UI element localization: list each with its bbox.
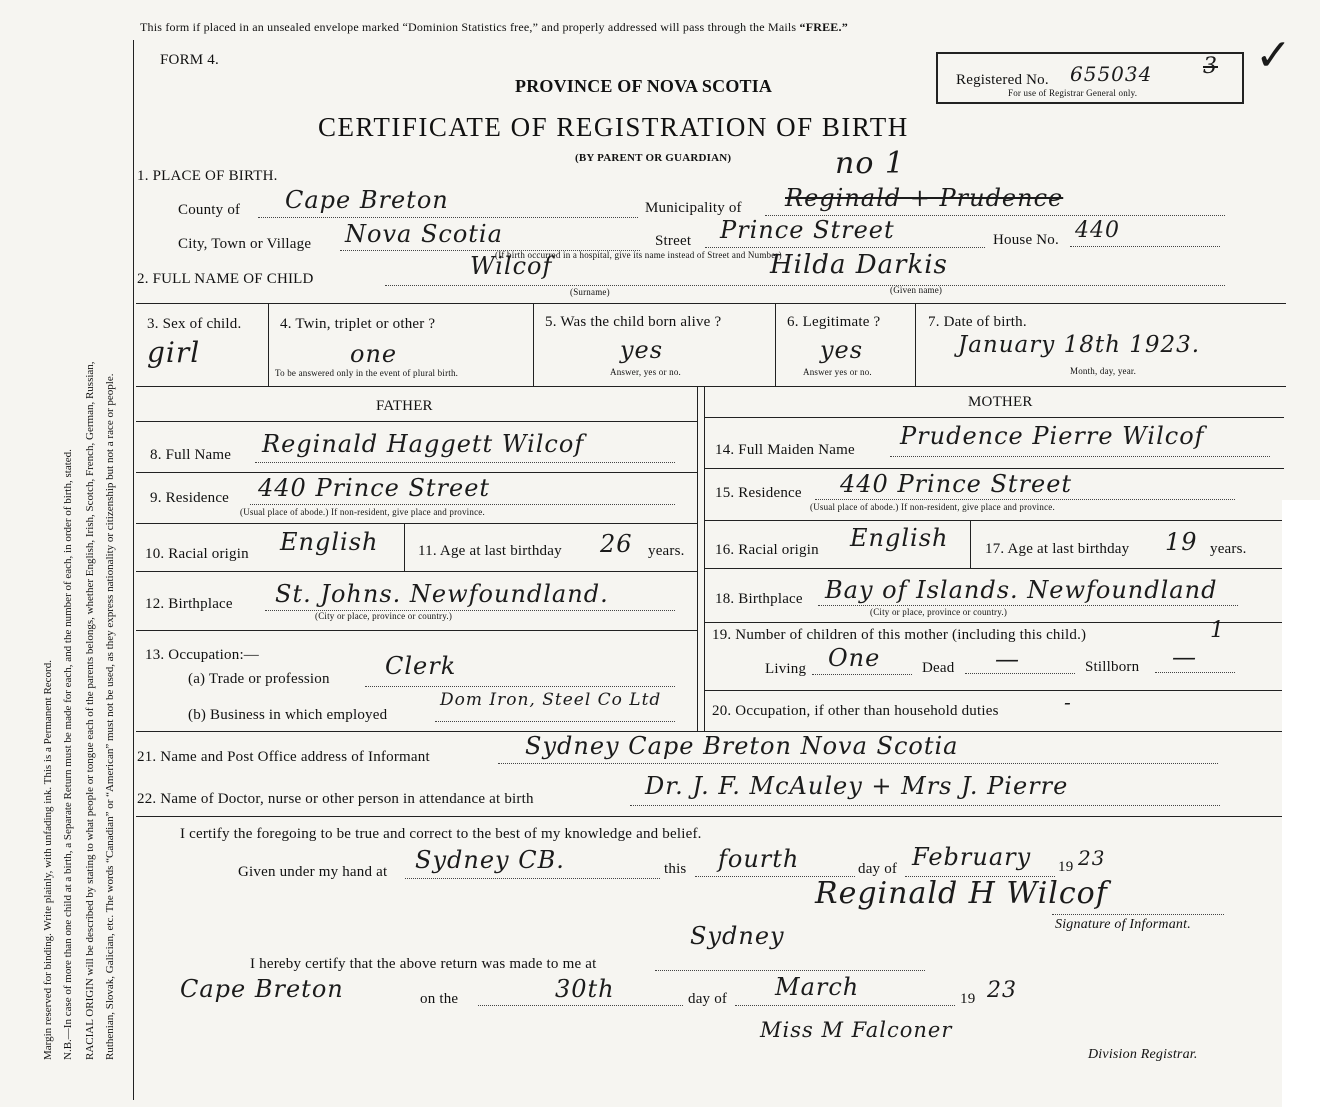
mother-name-value: Prudence Pierre Wilcof xyxy=(900,422,1205,450)
living-value: One xyxy=(828,644,881,672)
registrar-signature: Miss M Falconer xyxy=(760,1018,953,1042)
doctor-label: 22. Name of Doctor, nurse or other person in attendance at birth xyxy=(137,791,534,807)
father-name-label: 8. Full Name xyxy=(150,447,232,463)
father-birthplace-label: 12. Birthplace xyxy=(145,596,233,612)
stillborn-value: — xyxy=(1172,643,1197,671)
cert-year-value: 23 xyxy=(1078,846,1106,870)
margin-rule xyxy=(133,40,134,1100)
father-birthplace-note: (City or place, province or country.) xyxy=(315,611,453,621)
form-number: FORM 4. xyxy=(160,52,219,68)
twin-value: one xyxy=(350,340,398,368)
margin-note-racial-origin-cont: Ruthenian, Slovak, Galician, etc. The words “Canadian” or “American” must not be used, as they express nationality or citizenship but not a race or people. xyxy=(104,373,116,1060)
registrar-statement: I hereby certify that the above return was made to me at xyxy=(250,956,597,972)
postal-note: This form if placed in an unsealed envelope marked “Dominion Statistics free,” and properly addressed will pass through the Mails “FREE.” xyxy=(140,20,848,34)
this-label: this xyxy=(664,861,687,877)
father-age-label: 11. Age at last birthday xyxy=(418,543,562,559)
certificate-title: CERTIFICATE OF REGISTRATION OF BIRTH xyxy=(318,112,909,142)
informant-signature: Reginald H Wilcof xyxy=(815,876,1108,911)
given-name-caption: (Given name) xyxy=(890,285,943,295)
legitimate-value: yes xyxy=(820,336,864,364)
child-name-line xyxy=(385,285,1225,286)
father-trade-value: Clerk xyxy=(385,652,457,680)
margin-note-binding: Margin reserved for binding. Write plainly, with unfading ink. This is a Permanent Record. xyxy=(42,660,54,1060)
father-age-unit: years. xyxy=(648,543,685,559)
mother-residence-value: 440 Prince Street xyxy=(840,470,1073,498)
sex-value: girl xyxy=(147,336,201,369)
city-label: City, Town or Village xyxy=(178,236,312,252)
registered-number: 655034 xyxy=(1070,62,1153,86)
dob-label: 7. Date of birth. xyxy=(928,314,1027,330)
given-under-label: Given under my hand at xyxy=(238,864,388,880)
mother-birthplace-value: Bay of Islands. Newfoundland xyxy=(825,576,1218,604)
twin-label: 4. Twin, triplet or other ? xyxy=(280,316,436,332)
father-racial-value: English xyxy=(280,528,379,556)
father-residence-note: (Usual place of abode.) If non-resident, give place and province. xyxy=(240,507,485,517)
mother-age-unit: years. xyxy=(1210,541,1247,557)
surname-caption: (Surname) xyxy=(570,287,610,297)
margin-note-nb: N.B.—In case of more than one child at a birth, a Separate Return must be made for each, and the number of each, in order of birth, stated. xyxy=(62,449,74,1060)
father-business-label: (b) Business in which employed xyxy=(188,707,388,723)
sex-label: 3. Sex of child. xyxy=(147,316,242,332)
mother-birthplace-note: (City or place, province or country.) xyxy=(870,607,1008,617)
father-residence-label: 9. Residence xyxy=(150,490,230,506)
registrar-month-value: March xyxy=(775,973,860,1001)
father-age-value: 26 xyxy=(600,530,633,558)
child-name-heading: 2. FULL NAME OF CHILD xyxy=(137,271,314,287)
child-surname: Wilcof xyxy=(470,252,553,280)
dead-value: — xyxy=(995,645,1020,673)
on-the-label: on the xyxy=(420,991,459,1007)
municipality-label: Municipality of xyxy=(645,200,742,216)
cert-month-value: February xyxy=(912,843,1032,871)
certificate-subtitle: (BY PARENT OR GUARDIAN) xyxy=(575,152,732,164)
father-business-value: Dom Iron, Steel Co Ltd xyxy=(440,690,662,710)
house-value: 440 xyxy=(1075,218,1120,243)
father-birthplace-value: St. Johns. Newfoundland. xyxy=(275,580,609,608)
registrar-day-of-label: day of xyxy=(688,991,728,1007)
informant-value: Sydney Cape Breton Nova Scotia xyxy=(525,732,959,760)
father-occupation-label: 13. Occupation:— xyxy=(145,647,260,663)
mother-age-label: 17. Age at last birthday xyxy=(985,541,1130,557)
father-heading: FATHER xyxy=(376,398,433,414)
dead-label: Dead xyxy=(922,660,955,676)
father-trade-label: (a) Trade or profession xyxy=(188,671,330,687)
cert-year-prefix: 19 xyxy=(1058,859,1074,875)
city-value: Nova Scotia xyxy=(345,220,503,248)
mother-birthplace-label: 18. Birthplace xyxy=(715,591,803,607)
mother-children-label: 19. Number of children of this mother (including this child.) xyxy=(712,627,1087,643)
dob-note: Month, day, year. xyxy=(1070,366,1137,376)
mother-racial-label: 16. Racial origin xyxy=(715,542,819,558)
legitimate-label: 6. Legitimate ? xyxy=(787,314,881,330)
father-name-value: Reginald Haggett Wilcof xyxy=(262,430,585,458)
registrar-note: For use of Registrar General only. xyxy=(1008,88,1138,98)
alive-note: Answer, yes or no. xyxy=(610,367,681,377)
certification-statement: I certify the foregoing to be true and correct to the best of my knowledge and belief. xyxy=(180,826,702,842)
informant-label: 21. Name and Post Office address of Informant xyxy=(137,749,430,765)
registered-box xyxy=(936,52,1244,104)
mother-age-value: 19 xyxy=(1165,528,1198,556)
municipality-value: Reginald + Prudence xyxy=(785,184,1064,212)
twin-note: To be answered only in the event of plural birth. xyxy=(275,368,459,378)
municipality-note: no 1 xyxy=(835,146,906,181)
place-heading: 1. PLACE OF BIRTH. xyxy=(137,168,278,184)
column-divider xyxy=(697,386,698,731)
mother-racial-value: English xyxy=(850,524,949,552)
margin-note-racial-origin: RACIAL ORIGIN will be described by stating to what people or tongue each of the parents belongs, whether English, Irish, Scotch, French, German, Russian, xyxy=(84,361,96,1060)
alive-label: 5. Was the child born alive ? xyxy=(545,314,722,330)
registrar-county-value: Cape Breton xyxy=(180,975,344,1003)
division-registrar-label: Division Registrar. xyxy=(1088,1047,1198,1062)
given-place-value: Sydney CB. xyxy=(415,846,565,874)
father-racial-label: 10. Racial origin xyxy=(145,546,249,562)
mother-heading: MOTHER xyxy=(968,394,1033,410)
province-title: PROVINCE OF NOVA SCOTIA xyxy=(515,76,773,96)
county-line xyxy=(258,217,638,218)
street-label: Street xyxy=(655,233,692,249)
mother-occupation-value: - xyxy=(1064,690,1072,714)
row3-top-rule xyxy=(136,303,1286,304)
street-line xyxy=(705,247,985,248)
registrar-year-value: 23 xyxy=(987,978,1017,1003)
hospital-note: (If birth occurred in a hospital, give its name instead of Street and Number) xyxy=(495,250,782,260)
registrar-place-value: Sydney xyxy=(690,922,785,950)
mother-name-label: 14. Full Maiden Name xyxy=(715,442,855,458)
row3-bottom-rule xyxy=(136,386,1286,387)
doctor-value: Dr. J. F. McAuley + Mrs J. Pierre xyxy=(645,772,1069,800)
house-label: House No. xyxy=(993,232,1059,248)
house-line xyxy=(1070,246,1220,247)
legitimate-note: Answer yes or no. xyxy=(803,367,872,377)
father-residence-value: 440 Prince Street xyxy=(258,474,491,502)
torn-edge xyxy=(1282,500,1320,1107)
registered-extra: 3 xyxy=(1203,54,1218,79)
mother-residence-note: (Usual place of abode.) If non-resident, give place and province. xyxy=(810,502,1055,512)
dob-value: January 18th 1923. xyxy=(958,332,1201,358)
signature-label: Signature of Informant. xyxy=(1055,917,1191,932)
day-of-label: day of xyxy=(858,861,898,877)
mother-occupation-label: 20. Occupation, if other than household duties xyxy=(712,703,999,719)
alive-value: yes xyxy=(620,336,664,364)
mother-children-value: 1 xyxy=(1210,618,1225,643)
stillborn-label: Stillborn xyxy=(1085,659,1140,675)
street-value: Prince Street xyxy=(720,216,895,244)
living-label: Living xyxy=(765,661,807,677)
this-day-value: fourth xyxy=(718,845,800,873)
registered-label: Registered No. xyxy=(956,72,1049,88)
registrar-year-prefix: 19 xyxy=(960,991,976,1007)
mother-residence-label: 15. Residence xyxy=(715,485,802,501)
registrar-day-value: 30th xyxy=(555,975,615,1003)
child-given-name: Hilda Darkis xyxy=(770,250,948,280)
county-label: County of xyxy=(178,202,241,218)
check-mark-icon: ✓ xyxy=(1255,30,1293,81)
county-value: Cape Breton xyxy=(285,186,449,214)
